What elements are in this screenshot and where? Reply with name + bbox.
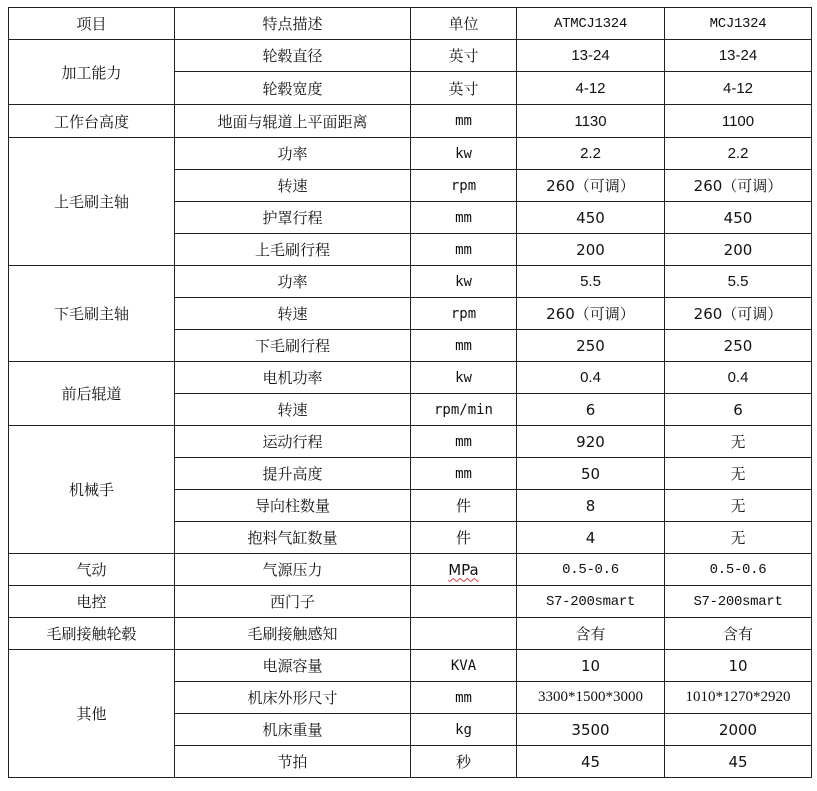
feature-cell: 上毛刷行程 [175, 234, 411, 266]
unit-cell: mm [411, 202, 517, 234]
value-b-cell: 4-12 [665, 72, 812, 105]
value-a-cell: 10 [517, 650, 665, 682]
unit-cell: 件 [411, 490, 517, 522]
value-a-cell: 250 [517, 330, 665, 362]
section-label: 其他 [9, 650, 175, 778]
table-row [9, 650, 812, 682]
unit-text: MPa [448, 560, 479, 579]
unit-cell: mm [411, 426, 517, 458]
feature-cell: 下毛刷行程 [175, 330, 411, 362]
value-b-cell: 250 [665, 330, 812, 362]
table-row [9, 266, 812, 298]
value-b-cell: 无 [665, 522, 812, 554]
section-label: 下毛刷主轴 [9, 266, 175, 362]
unit-cell [411, 554, 517, 586]
value-a-cell: 920 [517, 426, 665, 458]
value-a-cell: 5.5 [517, 266, 665, 298]
header-model-b: MCJ1324 [665, 8, 812, 40]
unit-cell: 英寸 [411, 72, 517, 105]
value-a-cell: 200 [517, 234, 665, 266]
value-b-cell: 5.5 [665, 266, 812, 298]
unit-cell: kg [411, 714, 517, 746]
header-item: 项目 [9, 8, 175, 40]
feature-cell: 机床重量 [175, 714, 411, 746]
feature-cell: 转速 [175, 394, 411, 426]
feature-cell: 抱料气缸数量 [175, 522, 411, 554]
section-label: 上毛刷主轴 [9, 138, 175, 266]
feature-cell: 导向柱数量 [175, 490, 411, 522]
section-label: 气动 [9, 554, 175, 586]
feature-cell: 转速 [175, 298, 411, 330]
value-b-cell: 450 [665, 202, 812, 234]
value-a-cell: 1130 [517, 105, 665, 138]
unit-cell: 英寸 [411, 40, 517, 72]
value-a-cell: 4 [517, 522, 665, 554]
value-b-cell: 10 [665, 650, 812, 682]
table-row [9, 105, 812, 138]
header-model-a: ATMCJ1324 [517, 8, 665, 40]
value-b-cell: 无 [665, 458, 812, 490]
value-a-cell: 8 [517, 490, 665, 522]
unit-cell: mm [411, 234, 517, 266]
value-a-cell: 3500 [517, 714, 665, 746]
unit-cell [411, 586, 517, 618]
feature-cell: 机床外形尺寸 [175, 682, 411, 714]
header-row [9, 8, 812, 40]
section-label: 毛刷接触轮毂 [9, 618, 175, 650]
unit-cell: mm [411, 458, 517, 490]
header-unit: 单位 [411, 8, 517, 40]
unit-cell: mm [411, 682, 517, 714]
value-a-cell: 0.4 [517, 362, 665, 394]
feature-cell: 毛刷接触感知 [175, 618, 411, 650]
unit-cell: mm [411, 105, 517, 138]
unit-cell: rpm [411, 298, 517, 330]
section-label: 机械手 [9, 426, 175, 554]
value-b-cell: 1010*1270*2920 [665, 682, 812, 714]
value-b-cell: 6 [665, 394, 812, 426]
unit-cell [411, 618, 517, 650]
unit-cell: kw [411, 138, 517, 170]
value-b-cell: 200 [665, 234, 812, 266]
feature-cell: 转速 [175, 170, 411, 202]
value-a-cell: 0.5-0.6 [517, 554, 665, 586]
value-a-cell: 3300*1500*3000 [517, 682, 665, 714]
feature-cell: 地面与辊道上平面距离 [175, 105, 411, 138]
feature-cell: 功率 [175, 138, 411, 170]
table-row [9, 426, 812, 458]
value-a-cell: 2.2 [517, 138, 665, 170]
unit-cell: KVA [411, 650, 517, 682]
unit-cell: kw [411, 266, 517, 298]
table-row [9, 618, 812, 650]
table-row [9, 586, 812, 618]
value-b-cell: 无 [665, 490, 812, 522]
value-b-cell: 2000 [665, 714, 812, 746]
feature-cell: 气源压力 [175, 554, 411, 586]
feature-cell: 护罩行程 [175, 202, 411, 234]
value-b-cell: 0.4 [665, 362, 812, 394]
feature-cell: 西门子 [175, 586, 411, 618]
unit-cell: rpm/min [411, 394, 517, 426]
value-b-cell: 13-24 [665, 40, 812, 72]
unit-cell: mm [411, 330, 517, 362]
value-a-cell: 45 [517, 746, 665, 778]
value-b-cell: 0.5-0.6 [665, 554, 812, 586]
section-label: 工作台高度 [9, 105, 175, 138]
feature-cell: 电机功率 [175, 362, 411, 394]
unit-cell: 秒 [411, 746, 517, 778]
value-a-cell: 含有 [517, 618, 665, 650]
value-a-cell: 4-12 [517, 72, 665, 105]
spec-table [8, 7, 812, 778]
value-b-cell: 无 [665, 426, 812, 458]
section-label: 前后辊道 [9, 362, 175, 426]
section-label: 电控 [9, 586, 175, 618]
value-b-cell: S7-200smart [665, 586, 812, 618]
value-b-cell: 45 [665, 746, 812, 778]
value-b-cell: 260（可调） [665, 298, 812, 330]
section-label: 加工能力 [9, 40, 175, 105]
feature-cell: 运动行程 [175, 426, 411, 458]
value-b-cell: 1100 [665, 105, 812, 138]
value-a-cell: 260（可调） [517, 170, 665, 202]
table-row [9, 138, 812, 170]
table-row [9, 40, 812, 72]
value-a-cell: 450 [517, 202, 665, 234]
value-b-cell: 2.2 [665, 138, 812, 170]
feature-cell: 轮毂直径 [175, 40, 411, 72]
feature-cell: 电源容量 [175, 650, 411, 682]
value-b-cell: 260（可调） [665, 170, 812, 202]
value-a-cell: 260（可调） [517, 298, 665, 330]
feature-cell: 提升高度 [175, 458, 411, 490]
value-a-cell: 50 [517, 458, 665, 490]
unit-cell: rpm [411, 170, 517, 202]
value-a-cell: 6 [517, 394, 665, 426]
value-a-cell: S7-200smart [517, 586, 665, 618]
table-row [9, 554, 812, 586]
feature-cell: 轮毂宽度 [175, 72, 411, 105]
header-feature: 特点描述 [175, 8, 411, 40]
value-a-cell: 13-24 [517, 40, 665, 72]
unit-cell: kw [411, 362, 517, 394]
table-row [9, 362, 812, 394]
value-b-cell: 含有 [665, 618, 812, 650]
feature-cell: 节拍 [175, 746, 411, 778]
feature-cell: 功率 [175, 266, 411, 298]
unit-cell: 件 [411, 522, 517, 554]
